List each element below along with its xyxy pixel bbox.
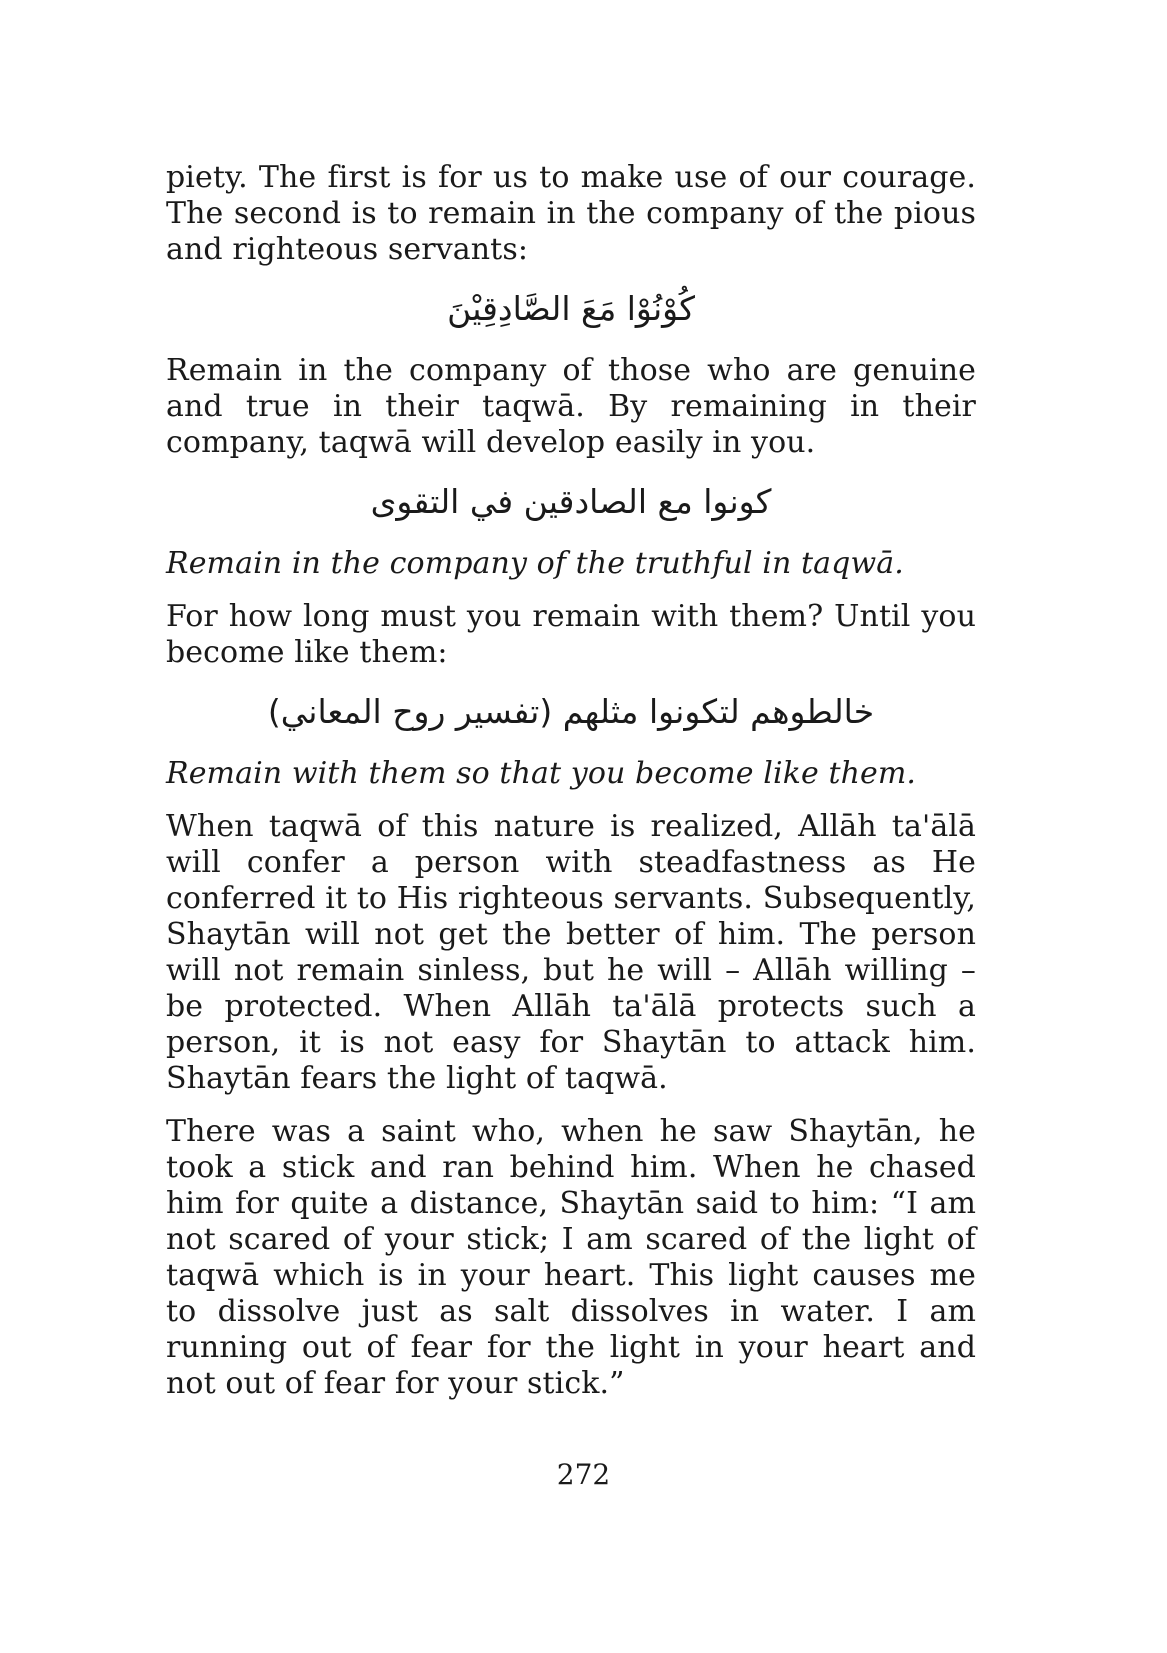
arabic-verse-sadiqin: كُوْنُوْا مَعَ الصَّادِقِيْنَ: [447, 289, 695, 328]
paragraph-remain-company: Remain in the company of those who are genuine and true in their taqwā. By remaining in their company, taqwā will develop easily in you.: [166, 353, 976, 460]
paragraph-saint-story: There was a saint who, when he saw Shaytān, he took a stick and ran behind him. When he chased him for quite a distance, Shaytān said to him: “I am not scared of your stick; I am scared of the light of taqwā which is in your heart. This light causes me to dissolve just as salt dissolves in water. I am running out of fear for the light in your heart and not out of fear for your stick.”: [166, 1114, 976, 1401]
page-number: 272: [556, 1458, 611, 1491]
paragraph-steadfastness: When taqwā of this nature is realized, Allāh ta'ālā will confer a person with steadfastness as He conferred it to His righteous servants. Subsequently, Shaytān will not get the better of him. The person will not remain sinless, but he will – Allāh willing – be protected. When Allāh ta'ālā protects such a person, it is not easy for Shaytān to attack him. Shaytān fears the light of taqwā.: [166, 809, 976, 1096]
translation-become-like: Remain with them so that you become like them.: [166, 756, 917, 791]
page-body: [166, 160, 976, 1419]
arabic-quote-tafsir: خالطوهم لتكونوا مثلهم (تفسير روح المعاني): [267, 692, 875, 731]
translation-truthful: Remain in the company of the truthful in taqwā.: [166, 546, 904, 581]
paragraph-how-long: For how long must you remain with them? Until you become like them:: [166, 599, 976, 670]
paragraph-piety: piety. The first is for us to make use of our courage. The second is to remain in the company of the pious and righteous servants:: [166, 160, 976, 267]
arabic-quote-taqwa: كونوا مع الصادقين في التقوى: [370, 482, 772, 521]
